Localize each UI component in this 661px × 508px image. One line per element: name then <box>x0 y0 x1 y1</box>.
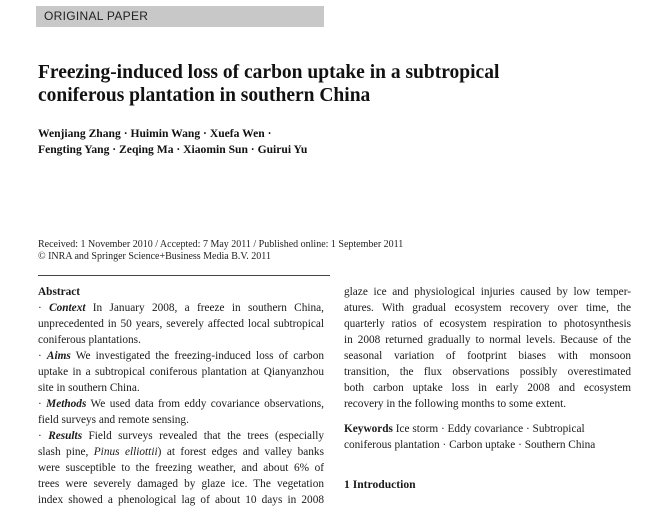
results-label: Results <box>48 430 83 442</box>
context-label: Context <box>49 302 86 314</box>
article-type-banner <box>36 6 324 27</box>
keywords-block <box>344 421 631 453</box>
abstract-line: coniferous plantations. <box>38 334 141 346</box>
abstract-line: site in southern China. <box>38 382 140 394</box>
abstract-line: recovery in the following months to some extent. <box>344 398 567 410</box>
abstract-results-species-line <box>38 444 324 460</box>
abstract-line: unprecedented in 50 years, severely affected local subtropical <box>38 318 324 330</box>
abstract-line: uptake in a subtropical coniferous plantation at Qianyanzhou <box>38 366 324 378</box>
publication-history <box>38 239 638 263</box>
abstract-line: field surveys and remote sensing. <box>38 414 189 426</box>
methods-text: We used data from eddy covariance observations, <box>86 398 325 410</box>
keywords-line-2: coniferous plantation · Carbon uptake · Southern China <box>344 439 596 451</box>
abstract-line: glaze ice and physiological injuries caused by low temper- <box>344 286 631 298</box>
author-line-1: Wenjiang Zhang · Huimin Wang · Xuefa Wen · <box>38 127 272 140</box>
keywords-line-1 <box>344 421 631 437</box>
author-list <box>38 126 598 158</box>
aims-label: Aims <box>46 350 71 362</box>
abstract-results-line <box>38 428 324 444</box>
copyright-notice: © INRA and Springer Science+Business Media B.V. 2011 <box>38 251 271 262</box>
abstract-context-line <box>38 300 324 316</box>
abstract-line: were susceptible to the freezing weather, and about 6% of <box>38 462 324 474</box>
introduction-heading: 1 Introduction <box>344 478 416 491</box>
abstract-line: in 2008 returned gradually to normal levels. Because of the <box>344 334 631 346</box>
paper-title-line-2: coniferous plantation in southern China <box>38 85 371 106</box>
methods-label: Methods <box>46 398 87 410</box>
abstract-heading: Abstract <box>38 286 81 298</box>
abstract-divider <box>38 275 330 276</box>
results-text: Field surveys revealed that the trees (especially <box>82 430 324 442</box>
author-line-2: Fengting Yang · Zeqing Ma · Xiaomin Sun · Guirui Yu <box>38 143 308 156</box>
bullet: · <box>38 398 42 410</box>
abstract-line: index showed a phenological lag of about 10 days in 2008 <box>38 494 324 506</box>
keywords-label: Keywords <box>344 423 393 435</box>
keywords-text: Ice storm · Eddy covariance · Subtropical <box>392 423 585 435</box>
abstract-line: quarterly ratios of ecosystem respiration to photosynthesis <box>344 318 631 330</box>
article-type-label: ORIGINAL PAPER <box>44 9 149 23</box>
abstract-line: transition, the flux observations possibly overestimated <box>344 366 631 378</box>
results-text: slash pine, <box>38 446 94 458</box>
paper-title <box>38 61 598 107</box>
bullet: · <box>38 430 42 442</box>
results-text: ) at forest edges and valley banks <box>157 446 324 458</box>
abstract-line: trees were severely damaged by glaze ice. The vegetation <box>38 478 324 490</box>
bullet: · <box>38 350 42 362</box>
paper-title-line-1: Freezing-induced loss of carbon uptake in a subtropical <box>38 62 500 83</box>
abstract-line: atures. With gradual ecosystem recovery over time, the <box>344 302 631 314</box>
abstract-left-column <box>38 284 324 508</box>
aims-text: We investigated the freezing-induced loss of carbon <box>70 350 324 362</box>
abstract-line: both carbon uptake loss in early 2008 and ecosystem <box>344 382 631 394</box>
abstract-methods-line <box>38 396 324 412</box>
abstract-aims-line <box>38 348 324 364</box>
species-name: Pinus elliottii <box>93 446 158 458</box>
bullet: · <box>38 302 42 314</box>
abstract-line: seasonal variation of footprint biases with monsoon <box>344 350 631 362</box>
publication-dates: Received: 1 November 2010 / Accepted: 7 May 2011 / Published online: 1 September 2011 <box>38 239 404 250</box>
abstract-right-column <box>344 284 631 412</box>
context-text: In January 2008, a freeze in southern China, <box>85 302 324 314</box>
